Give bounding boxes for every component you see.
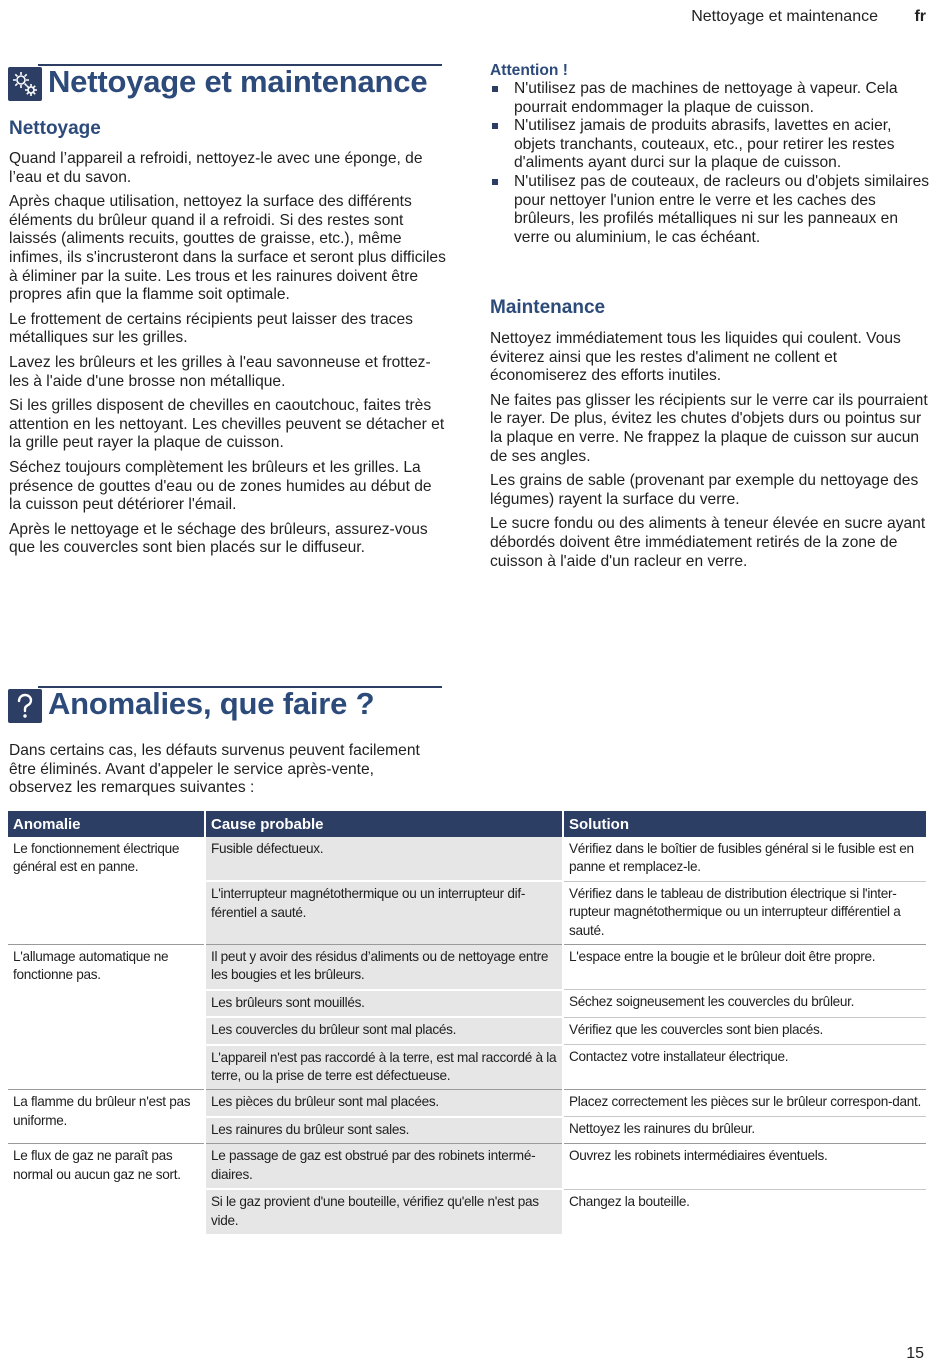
paragraph: Nettoyez immédiatement tous les liquides qui coulent. Vous éviterez ainsi que les restes d'aliment ne collent et économiserez des efforts inutiles. <box>490 330 901 385</box>
troubleshooting-intro <box>9 742 429 804</box>
paragraph: Après le nettoyage et le séchage des brûleurs, assurez-vous que les couvercles sont bien placés sur le diffuseur. <box>9 520 428 557</box>
list-item-text: N'utilisez pas de machines de nettoyage à vapeur. Cela pourrait endommager la plaque de cuisson. <box>514 80 898 116</box>
cause-cell: L'appareil n'est pas raccordé à la terre, est mal raccordé à la terre, ou la prise de terre est défectueuse. <box>205 1045 563 1090</box>
paragraph: Après chaque utilisation, nettoyez la surface des différents éléments du brûleur quand il a refroidi. Si des restes sont laissés (aliments recuits, gouttes de graisse, etc.), même infimes, ils s'incrusteront dans la surface et seront plus difficiles à éliminer par la suite. Les trous et les rainures doivent être propres afin que la flamme soit optimale. <box>9 193 446 304</box>
paragraph: Quand l’appareil a refroidi, nettoyez-le avec une éponge, de l’eau et du savon. <box>9 150 423 186</box>
attention-title: Attention ! <box>490 62 568 79</box>
maintenance-text <box>490 330 930 577</box>
table-header-row <box>8 811 926 837</box>
running-header <box>0 8 950 28</box>
section-title: Anomalies, que faire ? <box>48 686 375 721</box>
solution-cell: Vérifiez dans le boîtier de fusibles général si le fusible est en panne et remplacez-le. <box>563 837 926 881</box>
solution-cell: Vérifiez que les couvercles sont bien placés. <box>563 1017 926 1044</box>
bullet-square-icon <box>492 123 498 129</box>
paragraph: Si les grilles disposent de chevilles en caoutchouc, faites très attention en les nettoyant. Les chevilles peuvent se détacher et la grille peut rayer la plaque de cuisson. <box>9 397 445 452</box>
solution-cell: Changez la bouteille. <box>563 1189 926 1234</box>
cause-cell: Le passage de gaz est obstrué par des robinets intermé-diaires. <box>205 1144 563 1189</box>
paragraph: Les grains de sable (provenant par exemple du nettoyage des légumes) rayent la surface du verre. <box>490 472 919 508</box>
bullet-square-icon <box>492 86 498 92</box>
cause-cell: Les pièces du brûleur sont mal placées. <box>205 1090 563 1117</box>
column-header-cause: Cause probable <box>205 811 563 837</box>
solution-cell: Vérifiez dans le tableau de distribution électrique si l'inter-rupteur magnétothermique ou un interrupteur différentiel a sauté. <box>563 881 926 944</box>
column-header-anomalie: Anomalie <box>8 811 205 837</box>
cause-cell: Les rainures du brûleur sont sales. <box>205 1117 563 1144</box>
bullet-square-icon <box>492 179 498 185</box>
solution-cell: Ouvrez les robinets intermédiaires éventuels. <box>563 1144 926 1189</box>
solution-cell: L'espace entre la bougie et le brûleur doit être propre. <box>563 945 926 990</box>
paragraph: Le sucre fondu ou des aliments à teneur élevée en sucre ayant débordés doivent être immédiatement retirés de la zone de cuisson à l'aide d'un racleur en verre. <box>490 515 926 570</box>
list-item <box>490 80 930 117</box>
list-item <box>490 173 930 247</box>
solution-cell: Nettoyez les rainures du brûleur. <box>563 1117 926 1144</box>
page-number: 15 <box>906 1345 924 1362</box>
anomaly-cell: La flamme du brûleur n'est pas uniforme. <box>8 1090 205 1144</box>
cause-cell: Fusible défectueux. <box>205 837 563 881</box>
anomaly-cell: Le fonctionnement électrique général est en panne. <box>8 837 205 945</box>
cause-cell: L'interrupteur magnétothermique ou un interrupteur dif-férentiel a sauté. <box>205 881 563 944</box>
anomaly-cell: L'allumage automatique ne fonctionne pas. <box>8 945 205 1090</box>
cause-cell: Les brûleurs sont mouillés. <box>205 990 563 1017</box>
section-troubleshooting-heading <box>0 686 450 726</box>
solution-cell: Contactez votre installateur électrique. <box>563 1045 926 1090</box>
paragraph: Ne faites pas glisser les récipients sur le verre car ils pourraient le rayer. De plus, évitez les chutes d'objets durs ou pointus sur la plaque en verre. Ne frappez la plaque de cuisson sur aucun de ses angles. <box>490 391 928 465</box>
subheading-maintenance: Maintenance <box>490 297 606 318</box>
cause-cell: Les couvercles du brûleur sont mal placés. <box>205 1017 563 1044</box>
table-row <box>8 945 926 990</box>
intro-paragraph: Dans certains cas, les défauts survenus peuvent facilement être éliminés. Avant d'appeler le service après-vente, observez les remarques suivantes : <box>9 742 420 797</box>
table-row <box>8 837 926 881</box>
language-code: fr <box>914 8 926 25</box>
cause-cell: Si le gaz provient d'une bouteille, vérifiez qu'elle n'est pas vide. <box>205 1189 563 1234</box>
table-row <box>8 1144 926 1189</box>
solution-cell: Placez correctement les pièces sur le brûleur correspon-dant. <box>563 1090 926 1117</box>
cause-cell: Il peut y avoir des résidus d’aliments ou de nettoyage entre les bougies et les brûleurs. <box>205 945 563 990</box>
paragraph: Séchez toujours complètement les brûleurs et les grilles. La présence de gouttes d'eau ou de zones humides au début de la cuisson peut détériorer l'émail. <box>9 458 432 514</box>
nettoyage-text <box>9 150 447 564</box>
table-row <box>8 1090 926 1117</box>
list-item <box>490 117 930 173</box>
subheading-nettoyage: Nettoyage <box>9 118 101 139</box>
gear-cleaning-icon <box>8 67 42 101</box>
paragraph: Lavez les brûleurs et les grilles à l'eau savonneuse et frottez-les à l'aide d'une brosse non métallique. <box>9 353 431 390</box>
question-mark-icon <box>8 689 42 723</box>
paragraph: Le frottement de certains récipients peut laisser des traces métalliques sur les grilles. <box>9 310 413 347</box>
section-title: Nettoyage et maintenance <box>48 64 428 99</box>
troubleshooting-table <box>8 811 926 1234</box>
attention-list <box>490 80 930 247</box>
list-item-text: N'utilisez pas de couteaux, de racleurs ou d'objets similaires pour nettoyer l'union entre le verre et les caches des brûleurs, les profilés métalliques ni sur les panneaux en verre ou aluminium, le cas échéant. <box>514 172 930 246</box>
column-header-solution: Solution <box>563 811 926 837</box>
anomaly-cell: Le flux de gaz ne paraît pas normal ou aucun gaz ne sort. <box>8 1144 205 1234</box>
solution-cell: Séchez soigneusement les couvercles du brûleur. <box>563 990 926 1017</box>
running-header-title: Nettoyage et maintenance <box>691 8 878 25</box>
section-cleaning-heading <box>0 64 450 104</box>
list-item-text: N'utilisez jamais de produits abrasifs, lavettes en acier, objets tranchants, couteaux, etc., pour retirer les restes d'aliments ayant durci sur la plaque de cuisson. <box>514 117 895 172</box>
